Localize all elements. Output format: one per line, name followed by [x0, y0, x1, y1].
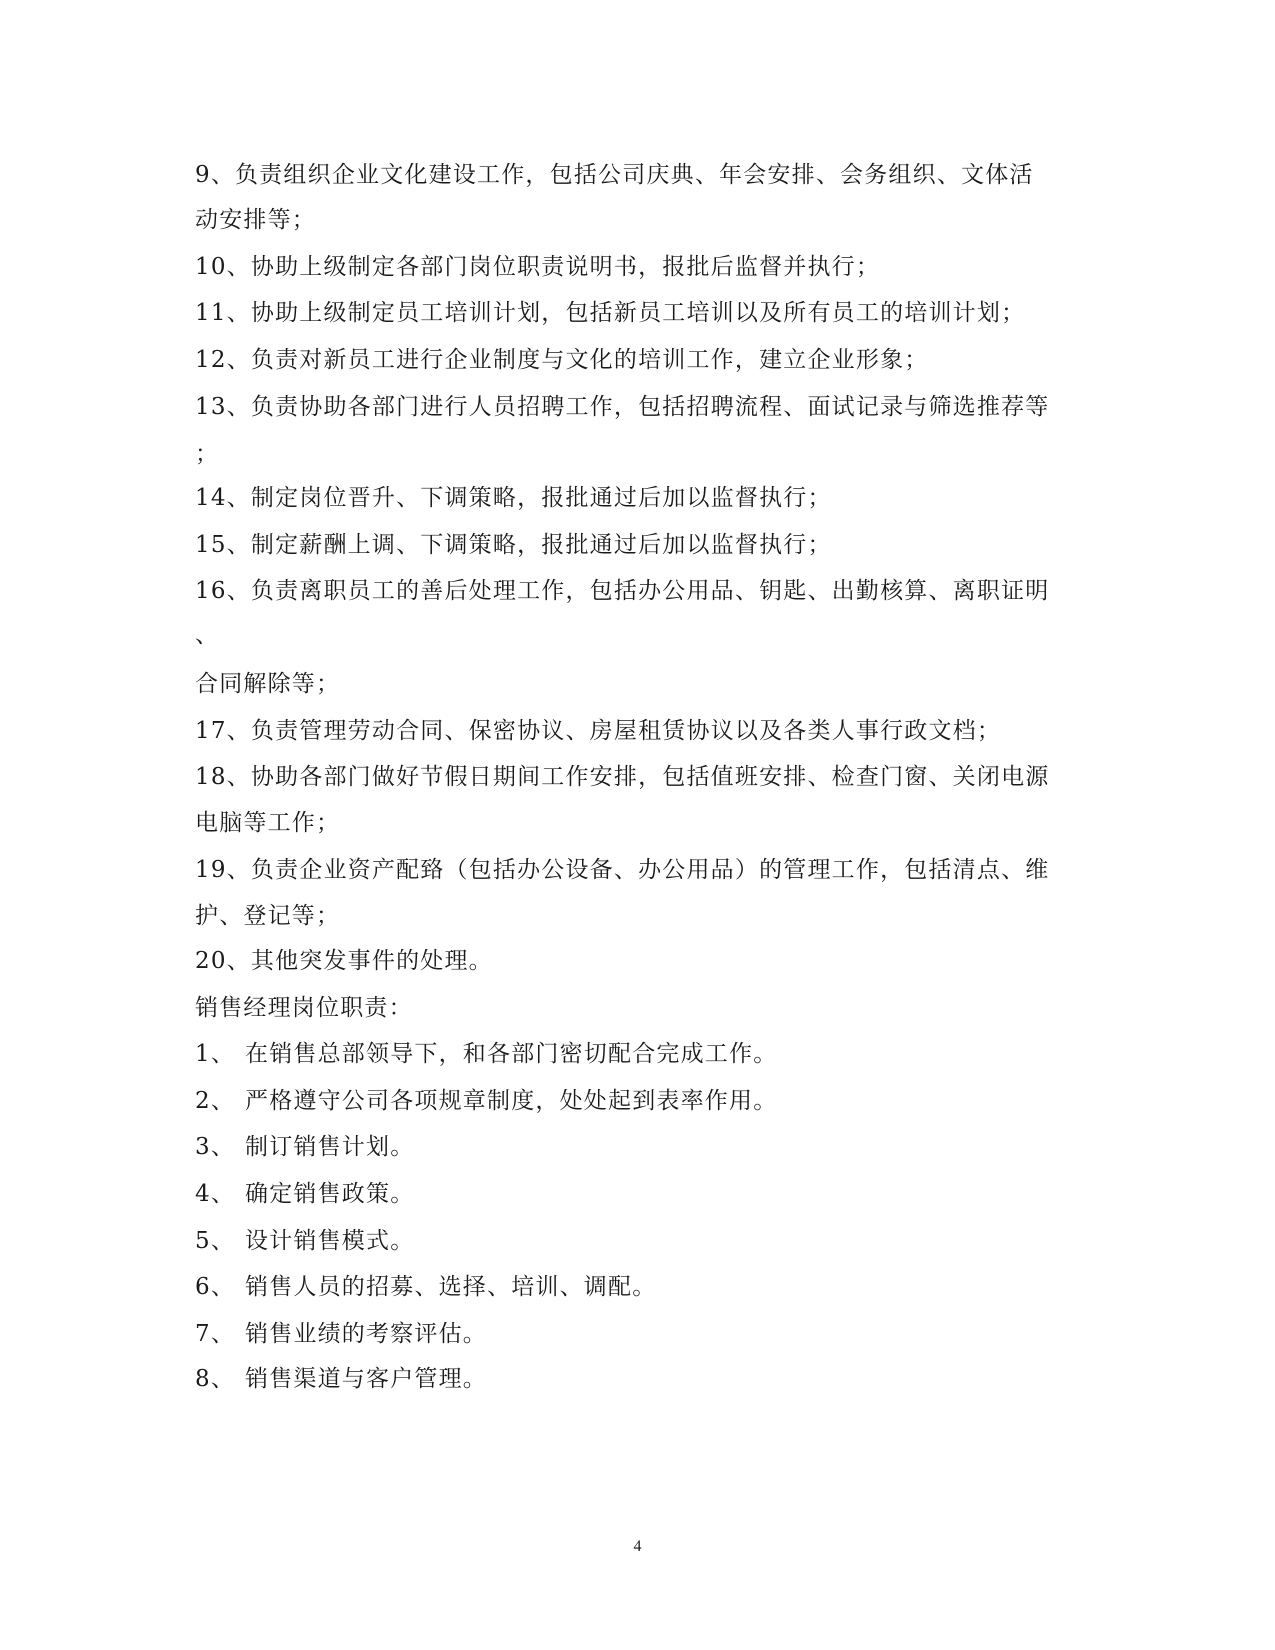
item-text: 严格遵守公司各项规章制度，处处起到表率作用。 — [245, 1088, 778, 1114]
section-heading: 销售经理岗位职责： — [195, 995, 413, 1021]
item-text: 销售渠道与客户管理。 — [245, 1366, 487, 1392]
text-line: 动安排等； — [195, 207, 316, 233]
list-item — [195, 1132, 414, 1162]
page-number: 4 — [633, 1538, 642, 1555]
list-item — [195, 1179, 414, 1209]
item-number: 8、 — [195, 1366, 236, 1392]
text-line: 护、登记等； — [195, 903, 341, 929]
list-item — [195, 1039, 777, 1069]
item-text: 制订销售计划。 — [245, 1134, 415, 1160]
text-line: ； — [195, 441, 220, 467]
item-text: 设计销售模式。 — [245, 1228, 415, 1254]
text-line: 11、协助上级制定员工培训计划，包括新员工培训以及所有员工的培训计划； — [195, 300, 1026, 326]
text-line: 13、负责协助各部门进行人员招聘工作，包括招聘流程、面试记录与筛选推荐等 — [195, 394, 1050, 420]
text-line: 15、制定薪酬上调、下调策略，报批通过后加以监督执行； — [195, 532, 832, 558]
item-number: 3、 — [195, 1134, 236, 1160]
text-line: 16、负责离职员工的善后处理工作，包括办公用品、钥匙、出勤核算、离职证明 — [195, 578, 1050, 604]
text-line: 9、负责组织企业文化建设工作，包括公司庆典、年会安排、会务组织、文体活 — [195, 162, 1034, 188]
item-number: 6、 — [195, 1274, 236, 1300]
list-item — [195, 1226, 414, 1256]
list-item — [195, 1086, 777, 1116]
text-line: 合同解除等； — [195, 671, 341, 697]
text-line: 12、负责对新员工进行企业制度与文化的培训工作，建立企业形象； — [195, 347, 929, 373]
list-item — [195, 1364, 487, 1394]
list-item — [195, 1319, 487, 1349]
item-number: 2、 — [195, 1088, 236, 1114]
text-line: 10、协助上级制定各部门岗位职责说明书，报批后监督并执行； — [195, 254, 881, 280]
item-number: 1、 — [195, 1041, 236, 1067]
text-line: 14、制定岗位晋升、下调策略，报批通过后加以监督执行； — [195, 485, 832, 511]
text-line: 、 — [195, 622, 220, 648]
item-text: 销售人员的招募、选择、培训、调配。 — [245, 1274, 657, 1300]
text-line: 20、其他突发事件的处理。 — [195, 948, 493, 974]
item-text: 销售业绩的考察评估。 — [245, 1321, 487, 1347]
text-line: 18、协助各部门做好节假日期间工作安排，包括值班安排、检查门窗、关闭电源 — [195, 764, 1050, 790]
item-number: 7、 — [195, 1321, 236, 1347]
text-line: 17、负责管理劳动合同、保密协议、房屋租赁协议以及各类人事行政文档； — [195, 718, 1002, 744]
item-number: 4、 — [195, 1181, 236, 1207]
text-line: 19、负责企业资产配臵（包括办公设备、办公用品）的管理工作，包括清点、维 — [195, 857, 1050, 883]
item-text: 确定销售政策。 — [245, 1181, 415, 1207]
list-item — [195, 1272, 656, 1302]
text-line: 电脑等工作； — [195, 810, 341, 836]
item-text: 在销售总部领导下，和各部门密切配合完成工作。 — [245, 1041, 778, 1067]
item-number: 5、 — [195, 1228, 236, 1254]
